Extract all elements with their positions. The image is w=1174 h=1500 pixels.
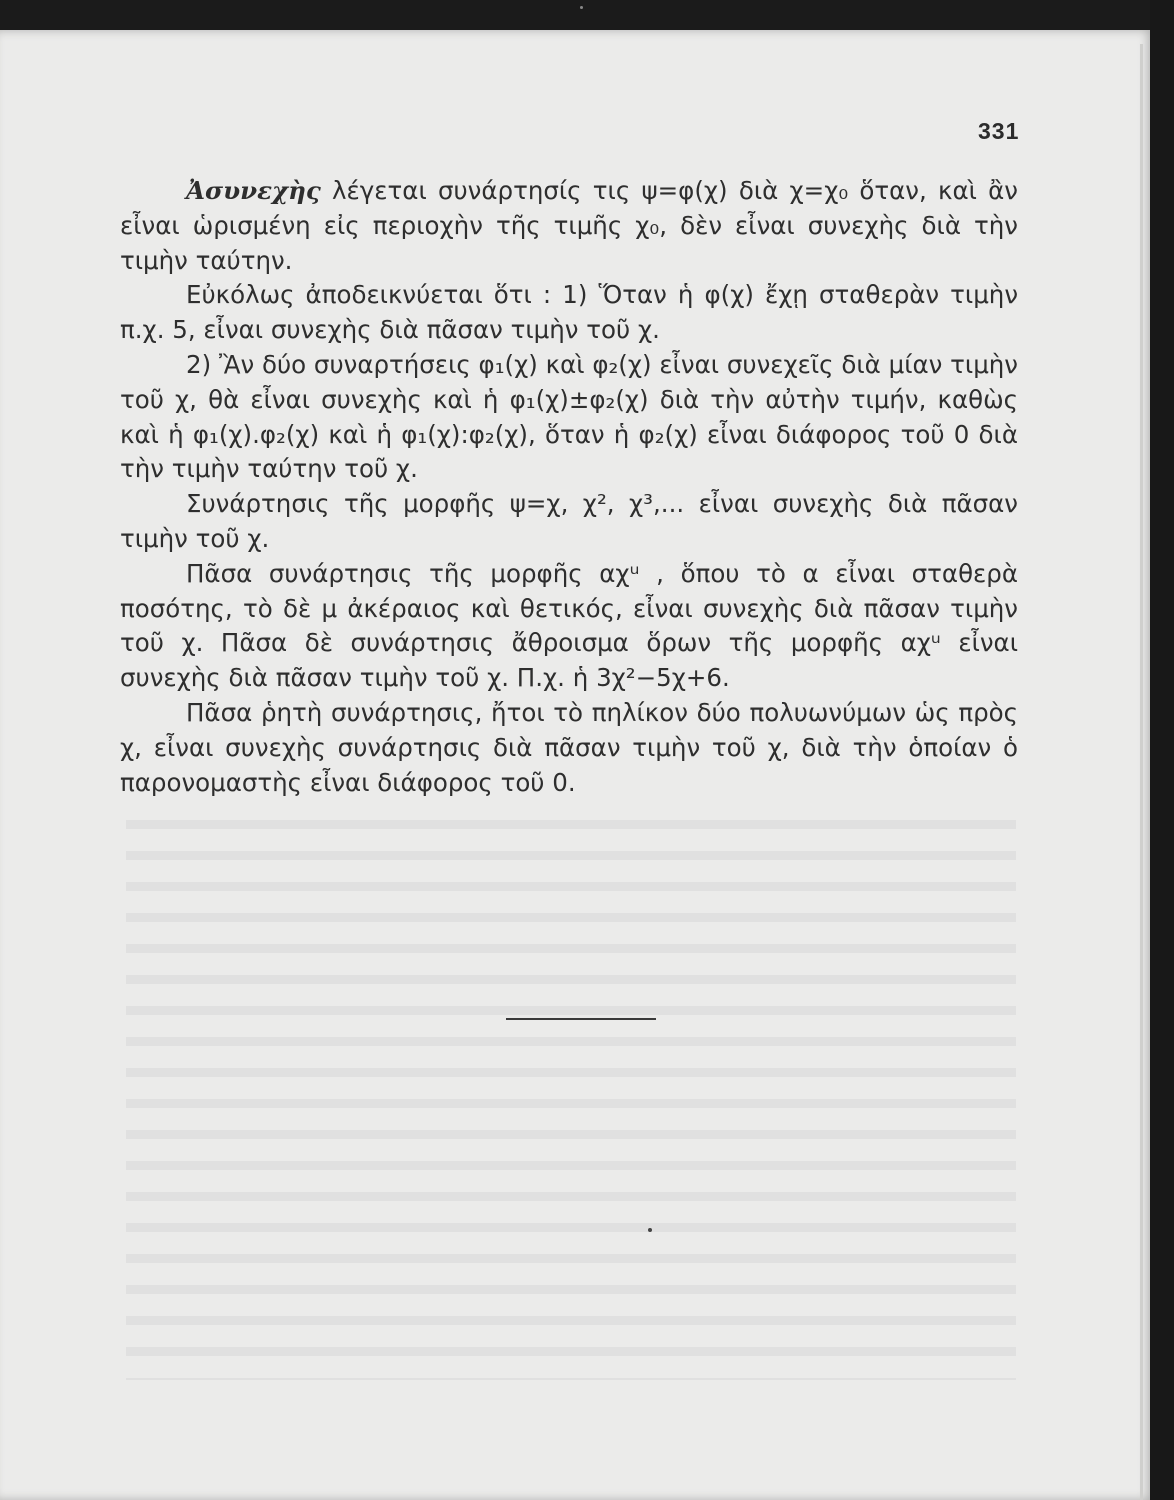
scan-border-right bbox=[1150, 0, 1174, 1500]
term-asynechis: Ἀσυνεχὴς bbox=[186, 176, 321, 205]
paragraph-4: Συνάρτησις τῆς μορφῆς ψ=χ, χ², χ³,... εἶναι συνεχὴς διὰ πᾶσαν τιμὴν τοῦ χ. bbox=[120, 489, 1018, 553]
paragraph-1 bbox=[120, 174, 1018, 278]
paragraph-3: 2) Ἂν δύο συναρτήσεις φ₁(χ) καὶ φ₂(χ) εἶναι συνεχεῖς διὰ μίαν τιμὴν τοῦ χ, θὰ εἶναι συνεχὴς καὶ ἡ φ₁(χ)±φ₂(χ) διὰ τὴν αὐτὴν τιμήν, καθὼς καὶ ἡ φ₁(χ).φ₂(χ) καὶ ἡ φ₁(χ):φ₂(χ), ὅταν ἡ φ₂(χ) εἶναι διάφορος τοῦ 0 διὰ τὴν τιμὴν ταύτην τοῦ χ. bbox=[120, 349, 1018, 484]
bleed-through-text bbox=[126, 820, 1016, 1380]
section-divider bbox=[506, 1018, 656, 1020]
page-number: 331 bbox=[978, 118, 1020, 144]
paragraph-2: Εὐκόλως ἀποδεικνύεται ὅτι : 1) Ὅταν ἡ φ(χ) ἔχῃ σταθερὰν τιμὴν π.χ. 5, εἶναι συνεχὴς διὰ πᾶσαν τιμὴν τοῦ χ. bbox=[120, 280, 1018, 345]
paragraph-5: Πᾶσα συνάρτησις τῆς μορφῆς αχᵘ , ὅπου τὸ α εἶναι σταθερὰ ποσότης, τὸ δὲ μ ἀκέραιος καὶ θετικός, εἶναι συνεχὴς διὰ πᾶσαν τιμὴν τοῦ χ. Πᾶσα δὲ συνάρτησις ἄθροισμα ὅρων τῆς μορφῆς αχᵘ εἶναι συνεχὴς διὰ πᾶσαν τιμὴν τοῦ χ. Π.χ. ἡ 3χ²−5χ+6. bbox=[120, 558, 1018, 693]
dust-speck bbox=[580, 6, 583, 9]
paper-edge bbox=[1140, 44, 1143, 1500]
paragraph-1-text: λέγεται συνάρτησίς τις ψ=φ(χ) διὰ χ=χ₀ ὅταν, καὶ ἂν εἶναι ὡρισμένη εἰς περιοχὴν τῆς τιμῆς χ₀, δὲν εἶναι συνεχὴς διὰ τὴν τιμὴν ταύτην. bbox=[120, 176, 1018, 275]
body-text bbox=[120, 174, 1018, 800]
paragraph-6: Πᾶσα ῥητὴ συνάρτησις, ἤτοι τὸ πηλίκον δύο πολυωνύμων ὡς πρὸς χ, εἶναι συνεχὴς συνάρτησις διὰ πᾶσαν τιμὴν τοῦ χ, διὰ τὴν ὁποίαν ὁ παρονομαστὴς εἶναι διάφορος τοῦ 0. bbox=[120, 697, 1018, 797]
scan-border-top bbox=[0, 0, 1174, 32]
dust-speck bbox=[648, 1228, 652, 1232]
